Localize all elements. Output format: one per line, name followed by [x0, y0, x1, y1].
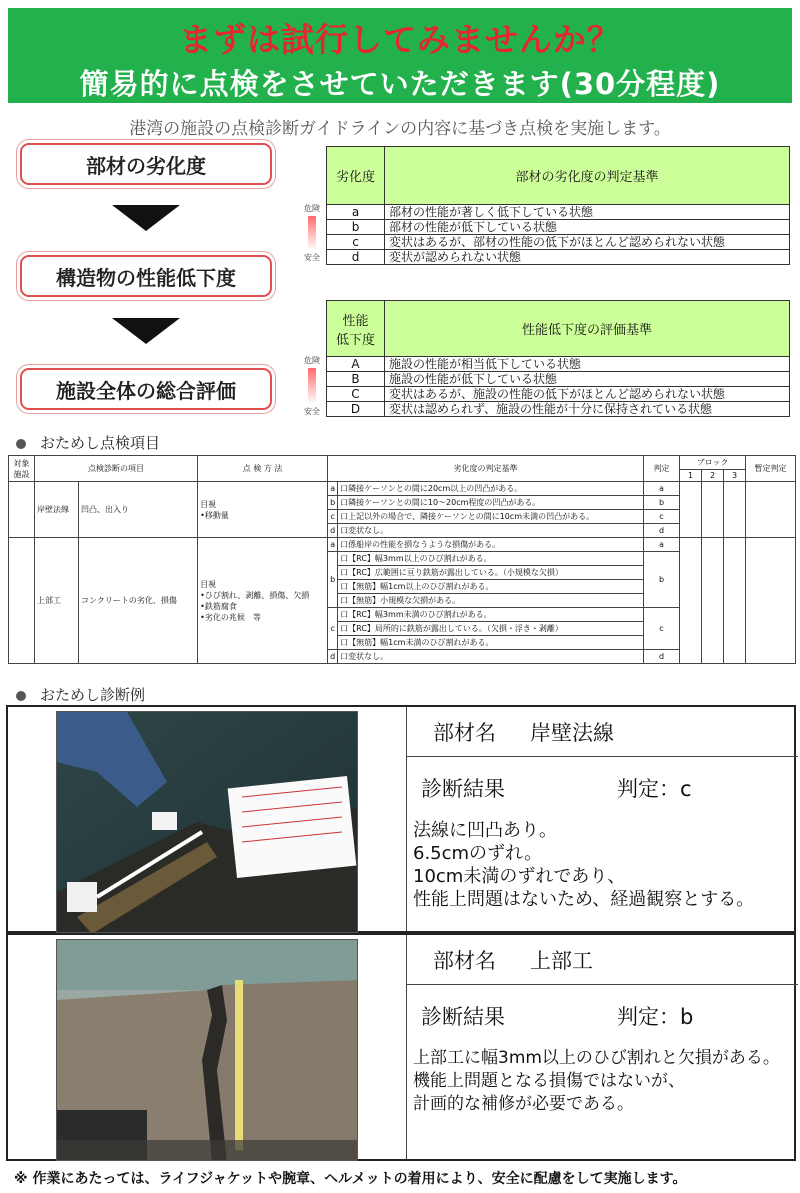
- grade-code: D: [327, 402, 385, 417]
- item-cell: 凹凸、出入り: [79, 482, 198, 538]
- provisional-cell: [746, 538, 796, 664]
- grade-code: C: [327, 387, 385, 402]
- col-header: 対象施設: [9, 456, 35, 482]
- col-header: 性能 低下度: [327, 301, 385, 357]
- check-items-table: [8, 455, 796, 664]
- scale-danger-label: 危険: [304, 356, 320, 365]
- flow-step-overall: 施設全体の総合評価: [20, 368, 272, 410]
- grade-letter: c: [328, 510, 338, 524]
- flow-step-performance: 構造物の性能低下度: [20, 255, 272, 297]
- judge-cell: c: [644, 608, 680, 650]
- criteria-cell: 口【無筋】小規模な欠損がある。: [338, 594, 644, 608]
- col-header: 点検診断の項目: [35, 456, 198, 482]
- grade-text: 変状はあるが、施設の性能の低下がほとんど認められない状態: [385, 387, 790, 402]
- grade-code: A: [327, 357, 385, 372]
- grade-code: B: [327, 372, 385, 387]
- bullet-icon: [16, 691, 26, 701]
- grade-text: 変状が認められない状態: [385, 250, 790, 265]
- target-cell: 上部工: [35, 538, 79, 664]
- judge-cell: a: [644, 482, 680, 496]
- photo-superstructure: [56, 939, 358, 1161]
- method-cell: 目視 •ひび割れ、剥離、損傷、欠損 •鉄筋腐食 •劣化の兆候 等: [198, 538, 328, 664]
- grade-code: a: [327, 205, 385, 220]
- target-cell: 岸壁法線: [35, 482, 79, 538]
- criteria-cell: 口【RC】広範囲に亘り鉄筋が露出している。（小規模な欠損）: [338, 566, 644, 580]
- col-header: 判定: [644, 456, 680, 482]
- banner-title: まずは試行してみませんか？: [179, 20, 621, 59]
- block-cell: [680, 538, 702, 664]
- judge-value: 判定：b: [617, 1005, 694, 1029]
- col-header: 性能低下度の評価基準: [385, 301, 790, 357]
- member-name-row: 部材名 上部工: [407, 935, 798, 985]
- grade-text: 部材の性能が低下している状態: [385, 220, 790, 235]
- criteria-cell: 口変状なし。: [338, 650, 644, 664]
- grade-text: 変状はあるが、部材の性能の低下がほとんど認められない状態: [385, 235, 790, 250]
- grade-code: d: [327, 250, 385, 265]
- example-panel-2: [6, 933, 796, 1161]
- criteria-cell: 口隣接ケーソンとの間に10～20cm程度の凹凸がある。: [338, 496, 644, 510]
- grade-text: 変状は認められず、施設の性能が十分に保持されている状態: [385, 402, 790, 417]
- grade-code: b: [327, 220, 385, 235]
- col-header: ブロック: [680, 456, 746, 470]
- result-body: 法線に凹凸あり。 6.5cmのずれ。 10cm未満のずれであり、 性能上問題はないため、経過観察とする。: [413, 820, 755, 910]
- judge-cell: c: [644, 510, 680, 524]
- criteria-cell: 口隣接ケーソンとの間に20cm以上の凹凸がある。: [338, 482, 644, 496]
- scale-safe-label: 安全: [304, 407, 320, 416]
- result-label: 診断結果: [421, 1005, 505, 1029]
- member-name-row: 部材名 岸壁法線: [407, 707, 798, 757]
- grade-text: 施設の性能が低下している状態: [385, 372, 790, 387]
- scale-gradient: [308, 368, 316, 404]
- method-cell: 目視 •移動量: [198, 482, 328, 538]
- section-heading: おためし診断例: [16, 684, 145, 705]
- deterioration-table: [326, 146, 790, 265]
- banner-subtitle: 簡易的に点検をさせていただきます(30分程度): [79, 67, 721, 101]
- criteria-cell: 口上記以外の場合で、隣接ケーソンとの間に10cm未満の凹凸がある。: [338, 510, 644, 524]
- criteria-cell: 口【無筋】幅1cm未満のひび割れがある。: [338, 636, 644, 650]
- block-cell: [724, 538, 746, 664]
- grade-text: 施設の性能が相当低下している状態: [385, 357, 790, 372]
- judge-cell: a: [644, 538, 680, 552]
- col-header: 部材の劣化度の判定基準: [385, 147, 790, 205]
- judge-cell: d: [644, 650, 680, 664]
- cell: [9, 482, 35, 538]
- block-cell: [702, 482, 724, 538]
- grade-letter: a: [328, 538, 338, 552]
- scale-danger-label: 危険: [304, 204, 320, 213]
- col-header: 劣化度の判定基準: [328, 456, 644, 482]
- col-header: 劣化度: [327, 147, 385, 205]
- criteria-cell: 口【無筋】幅1cm以上のひび割れがある。: [338, 580, 644, 594]
- judge-cell: b: [644, 552, 680, 608]
- bullet-icon: [16, 439, 26, 449]
- block-cell: [724, 482, 746, 538]
- down-arrow-icon: [112, 318, 180, 344]
- cell: [9, 538, 35, 664]
- result-body: 上部工に幅3mm以上のひび割れと欠損がある。 機能上問題となる損傷ではないが、 計画的な補修が必要である。: [413, 1048, 780, 1114]
- criteria-cell: 口【RC】局所的に鉄筋が露出している。（欠損・浮き・剥離）: [338, 622, 644, 636]
- example-panel-1: [6, 705, 796, 933]
- risk-scale: [300, 355, 324, 417]
- flow-step-deterioration: 部材の劣化度: [20, 143, 272, 185]
- grade-letter: b: [328, 496, 338, 510]
- example-info-2: [406, 935, 798, 1159]
- judge-value: 判定：c: [617, 777, 692, 801]
- grade-letter: d: [328, 524, 338, 538]
- grade-letter: a: [328, 482, 338, 496]
- item-cell: コンクリートの劣化、損傷: [79, 538, 198, 664]
- scale-gradient: [308, 216, 316, 250]
- criteria-cell: 口【RC】幅3mm以上のひび割れがある。: [338, 552, 644, 566]
- provisional-cell: [746, 482, 796, 538]
- safety-footnote: ※ 作業にあたっては、ライフジャケットや腕章、ヘルメットの着用により、安全に配慮をして実施します。: [14, 1171, 687, 1187]
- grade-text: 部材の性能が著しく低下している状態: [385, 205, 790, 220]
- block-cell: [680, 482, 702, 538]
- down-arrow-icon: [112, 205, 180, 231]
- scale-safe-label: 安全: [304, 253, 320, 262]
- criteria-cell: 口係船岸の性能を損なうような損傷がある。: [338, 538, 644, 552]
- intro-text: 港湾の施設の点検診断ガイドラインの内容に基づき点検を実施します。: [129, 119, 671, 139]
- grade-letter: c: [328, 608, 338, 650]
- grade-code: c: [327, 235, 385, 250]
- block-num: 2: [702, 470, 724, 482]
- performance-table: [326, 300, 790, 417]
- criteria-cell: 口変状なし。: [338, 524, 644, 538]
- judge-cell: b: [644, 496, 680, 510]
- risk-scale: [300, 203, 324, 263]
- judge-cell: d: [644, 524, 680, 538]
- title-banner: [8, 8, 792, 103]
- block-cell: [702, 538, 724, 664]
- grade-letter: b: [328, 552, 338, 608]
- example-info-1: [406, 707, 798, 931]
- section-heading: おためし点検項目: [16, 432, 160, 453]
- block-num: 1: [680, 470, 702, 482]
- result-label: 診断結果: [421, 777, 505, 801]
- grade-letter: d: [328, 650, 338, 664]
- block-num: 3: [724, 470, 746, 482]
- photo-seawall: [56, 711, 358, 933]
- col-header: 暫定判定: [746, 456, 796, 482]
- criteria-cell: 口【RC】幅3mm未満のひび割れがある。: [338, 608, 644, 622]
- col-header: 点 検 方 法: [198, 456, 328, 482]
